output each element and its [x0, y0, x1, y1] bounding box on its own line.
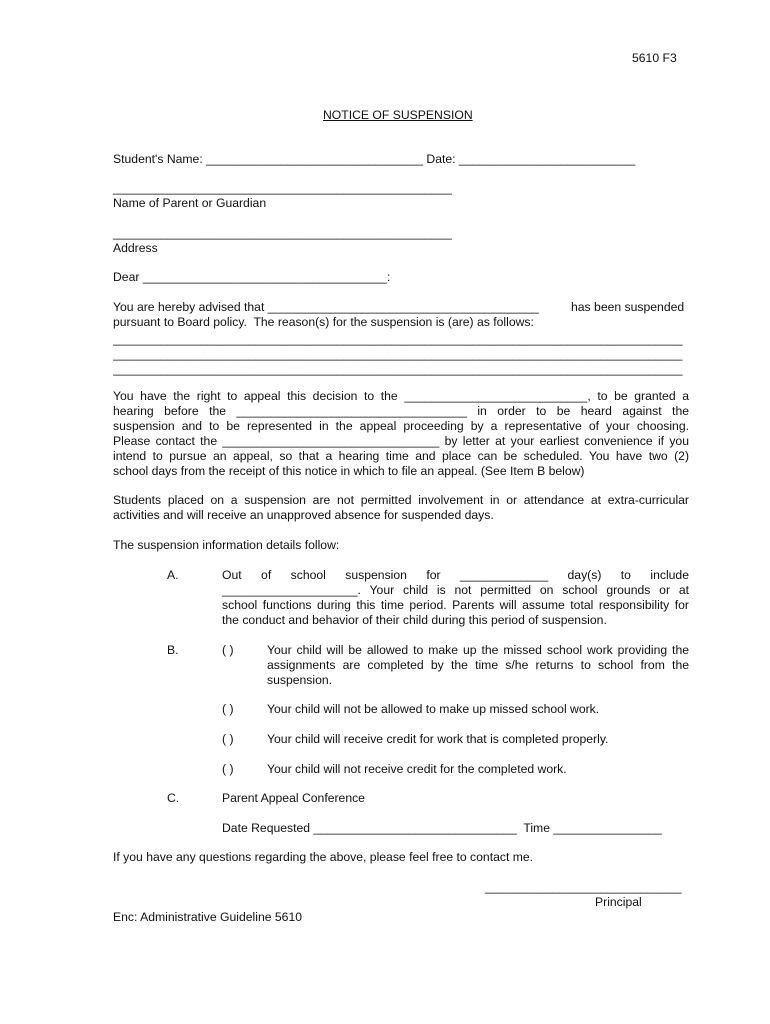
advised-line-1-end: has been suspended [571, 300, 685, 314]
item-b-letter: B. [167, 643, 179, 657]
item-c-letter: C. [167, 791, 180, 805]
item-a-line: the conduct and behavior of their child during this period of suspension. [222, 613, 607, 627]
student-name-date-line[interactable]: Student's Name: ________________________________ Date: __________________________ [113, 152, 636, 166]
appeal-paragraph-line: intend to pursue an appeal, so that a hearing time and place can be scheduled. You have two (2) [113, 449, 689, 463]
reason-line[interactable]: ____________________________________________________________________________________ [113, 347, 683, 361]
page-title: NOTICE OF SUSPENSION [323, 108, 473, 122]
signature-label: Principal [595, 895, 642, 909]
advised-line-2: pursuant to Board policy. The reason(s) for the suspension is (are) as follows: [113, 315, 534, 329]
checkbox-option-text: assignments are completed by the time s/he returns to school from the [267, 658, 689, 672]
salutation-line[interactable]: Dear ____________________________________: [113, 270, 391, 284]
checkbox-option-mark[interactable]: ( ) [222, 702, 234, 716]
appeal-paragraph-line: hearing before the __________________________________ in order to be heard against the [113, 404, 689, 418]
checkbox-option-text: Your child will receive credit for work that is completed properly. [267, 732, 609, 746]
questions-line: If you have any questions regarding the above, please feel free to contact me. [113, 850, 534, 864]
signature-blank[interactable]: _____________________________ [485, 880, 682, 894]
checkbox-option-mark[interactable]: ( ) [222, 643, 234, 657]
item-a-line[interactable]: ____________________. Your child is not permitted on school grounds or at [222, 583, 689, 597]
appeal-paragraph-line: Please contact the ________________________________ by letter at your earliest convenience if you [113, 434, 689, 448]
enclosure-note: Enc: Administrative Guideline 5610 [113, 910, 303, 924]
students-placed-line: activities and will receive an unapproved absence for suspended days. [113, 508, 494, 522]
item-a-line[interactable]: Out of school suspension for _____________ day(s) to include [222, 568, 689, 582]
parent-name-label: Name of Parent or Guardian [113, 196, 267, 210]
item-a-letter: A. [167, 568, 179, 582]
address-label: Address [113, 241, 158, 255]
item-c-heading: Parent Appeal Conference [222, 791, 365, 805]
advised-line-1[interactable]: You are hereby advised that ________________________________________ [113, 300, 539, 314]
checkbox-option-mark[interactable]: ( ) [222, 762, 234, 776]
appeal-paragraph-line: school days from the receipt of this notice in which to file an appeal. (See Item B below) [113, 464, 585, 478]
details-intro: The suspension information details follow: [113, 538, 340, 552]
checkbox-option-mark[interactable]: ( ) [222, 732, 234, 746]
reason-line[interactable]: ____________________________________________________________________________________ [113, 332, 683, 346]
checkbox-option-text: Your child will be allowed to make up the missed school work providing the [267, 643, 689, 657]
item-a-line: school functions during this time period. Parents will assume total responsibility for [222, 598, 689, 612]
address-blank[interactable]: __________________________________________________ [113, 226, 452, 240]
date-time-requested-line[interactable]: Date Requested ______________________________ Time ________________ [222, 821, 662, 835]
appeal-paragraph-line: You have the right to appeal this decision to the ___________________________, to be granted a [113, 389, 689, 403]
form-number: 5610 F3 [632, 51, 677, 65]
appeal-paragraph-line: suspension and to be represented in the appeal proceeding by a representative of your choosing. [113, 419, 689, 433]
checkbox-option-text: Your child will not receive credit for the completed work. [267, 762, 567, 776]
checkbox-option-text: Your child will not be allowed to make up missed school work. [267, 702, 600, 716]
parent-name-blank[interactable]: __________________________________________________ [113, 181, 452, 195]
students-placed-line: Students placed on a suspension are not permitted involvement in or attendance at extra-curricular [113, 493, 689, 507]
checkbox-option-text: suspension. [267, 673, 333, 687]
reason-line[interactable]: ____________________________________________________________________________________ [113, 362, 683, 376]
